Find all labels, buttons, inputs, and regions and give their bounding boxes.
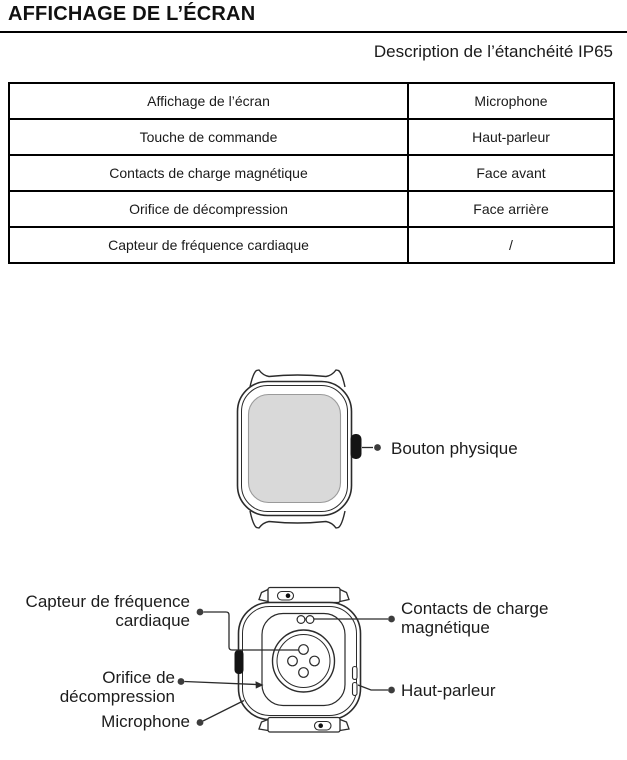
strap-screw-dot (318, 723, 323, 728)
speaker-slot (353, 667, 358, 680)
charge-contact (297, 616, 305, 624)
charge-contact (306, 616, 314, 624)
label-speaker: Haut-parleur (401, 681, 496, 700)
leader-dot (388, 616, 395, 623)
leader-dot (197, 719, 204, 726)
label-heart-rate-sensor: Capteur de fréquence cardiaque (25, 592, 190, 630)
microphone-leader (203, 701, 244, 722)
table-cell-left: Affichage de l’écran (9, 83, 408, 119)
label-decompression-hole: Orifice de décompression (59, 668, 175, 706)
strap-tab (340, 720, 349, 731)
back-side-button (235, 650, 244, 674)
table-cell-left: Touche de commande (9, 119, 408, 155)
table-cell-left: Orifice de décompression (9, 191, 408, 227)
label-physical-button: Bouton physique (391, 439, 518, 458)
speaker-leader (358, 685, 388, 690)
front-watch-drawing (238, 370, 381, 528)
label-microphone: Microphone (101, 712, 190, 731)
table-cell-left: Contacts de charge magnétique (9, 155, 408, 191)
table-cell-right: Haut-parleur (408, 119, 614, 155)
strap-tab (340, 590, 349, 602)
table-cell-left: Capteur de fréquence cardiaque (9, 227, 408, 263)
physical-button (351, 434, 362, 459)
speaker-slot (353, 683, 358, 696)
subtitle: Description de l’étanchéité IP65 (373, 42, 613, 61)
back-watch-drawing (235, 588, 361, 733)
table-cell-right: Face arrière (408, 191, 614, 227)
table-cell-right: / (408, 227, 614, 263)
table-cell-right: Face avant (408, 155, 614, 191)
page-title: AFFICHAGE DE L’ÉCRAN (8, 3, 256, 25)
leader-dot (388, 687, 395, 694)
watch-screen (249, 395, 341, 503)
strap-screw-dot (286, 593, 291, 598)
strap-tab (259, 590, 268, 602)
leader-dot (197, 609, 204, 616)
leader-dot (374, 444, 381, 451)
table-cell-right: Microphone (408, 83, 614, 119)
strap-tab (259, 720, 268, 731)
leader-dot (178, 678, 185, 685)
label-charging-contacts: Contacts de charge magnétique (401, 599, 549, 637)
strap-screw-slot (278, 592, 294, 601)
